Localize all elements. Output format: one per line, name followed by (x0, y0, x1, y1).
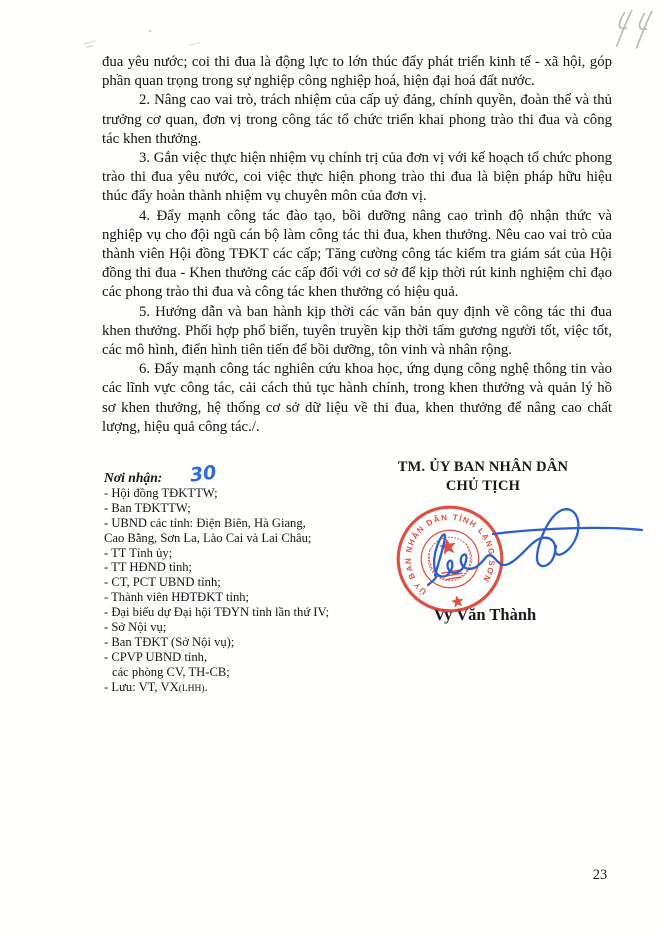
recipient-line: - TT Tỉnh ủy; (104, 545, 173, 560)
recipient-line: - Sở Nội vụ; (104, 620, 167, 635)
recipient-line: Cao Bằng, Sơn La, Lào Cai và Lai Châu; (104, 530, 312, 545)
handwritten-copy-count: 30 (188, 461, 218, 487)
paragraph: 5. Hướng dẫn và ban hành kịp thời các văn bản quy định về công tác thi đua khen thưởng. Phối hợp phổ biến, tuyên truyền kịp thời tấm gương người tốt, việc tốt, các mô hình, điển hình tiên tiến để bồi dưỡng, tôn vinh và nhân rộng. (102, 303, 612, 359)
paragraph: 3. Gắn việc thực hiện nhiệm vụ chính trị của đơn vị với kế hoạch tổ chức phong trào thi đua yêu nước, coi việc thực hiện phong trào thi đua là biện pháp hữu hiệu thúc đẩy hoàn thành nhiệm vụ chuyên môn của đơn vị. (102, 150, 613, 205)
recipient-line: - Đại biểu dự Đại hội TĐYN tỉnh lần thứ IV; (104, 605, 330, 620)
paragraph: đua yêu nước; coi thi đua là động lực to lớn thúc đẩy phát triển kinh tế - xã hội, góp phần quan trọng trong sự nghiệp công nghiệp hoá, hiện đại hoá đất nước. (102, 54, 612, 90)
recipient-line: - Ban TĐKT (Sở Nội vụ); (104, 634, 235, 649)
signer-name: Vy Văn Thành (433, 605, 537, 624)
recipient-line: - CT, PCT UBND tỉnh; (104, 575, 221, 590)
recipient-line: - CPVP UBND tỉnh, (104, 649, 208, 664)
page-number: 23 (592, 867, 608, 883)
title-line: CHỦ TỊCH (445, 477, 521, 494)
handwritten-page-note-44 (605, 5, 660, 55)
recipient-line: - UBND các tỉnh: Điện Biên, Hà Giang, (104, 515, 306, 530)
recipient-line: - Thành viên HĐTĐKT tỉnh; (104, 590, 250, 605)
paragraph: 2. Nâng cao vai trò, trách nhiệm của cấp uỷ đảng, chính quyền, đoàn thể và thủ trưởng cơ quan, đơn vị trong công tác tổ chức triển khai phong trào thi đua và công tác khen thưởng. (102, 92, 612, 147)
pencil-smudge-marks (78, 22, 208, 52)
paragraph: 4. Đẩy mạnh công tác đào tạo, bồi dưỡng nâng cao trình độ nhận thức và nghiệp vụ cho đội ngũ cán bộ làm công tác thi đua, khen thưởng. Nêu cao vai trò của thành viên Hội đồng TĐKT các cấp; Tăng cường công tác kiểm tra giám sát của Hội đồng thi đua - Khen thưởng các cấp đối với cơ sở để kịp thời rút kinh nghiệm chỉ đạo các phong trào thi đua và công tác khen thưởng có hiệu quả. (102, 207, 612, 301)
seal-circular-text: ỦY BAN NHÂN DÂN TỈNH LẠNG SƠN (403, 512, 497, 597)
recipients-block (104, 461, 404, 697)
ink-signature (390, 490, 660, 600)
recipient-initials-small: (LHH) (178, 683, 205, 694)
on-behalf-line: TM. ỦY BAN NHÂN DÂN (397, 459, 569, 475)
paragraph: 6. Đẩy mạnh công tác nghiên cứu khoa học, ứng dụng công nghệ thông tin vào các lĩnh vực công tác, cải cách thủ tục hành chính, trong khen thưởng và quản lý hồ sơ khen thưởng, hệ thống cơ sở dữ liệu về thi đua, khen thưởng để nâng cao chất lượng, hiệu quả công tác./. (102, 361, 612, 435)
recipient-line-luu: - Lưu: VT, VX(LHH). (104, 679, 208, 694)
recipients-label: Nơi nhận: (104, 470, 163, 485)
document-body (102, 53, 612, 437)
recipient-line: - Ban TĐKTTW; (104, 500, 191, 515)
recipient-line: các phòng CV, TH-CB; (112, 664, 230, 679)
recipient-line: - TT HĐND tỉnh; (104, 560, 193, 575)
recipient-line: - Hội đồng TĐKTTW; (104, 485, 218, 500)
